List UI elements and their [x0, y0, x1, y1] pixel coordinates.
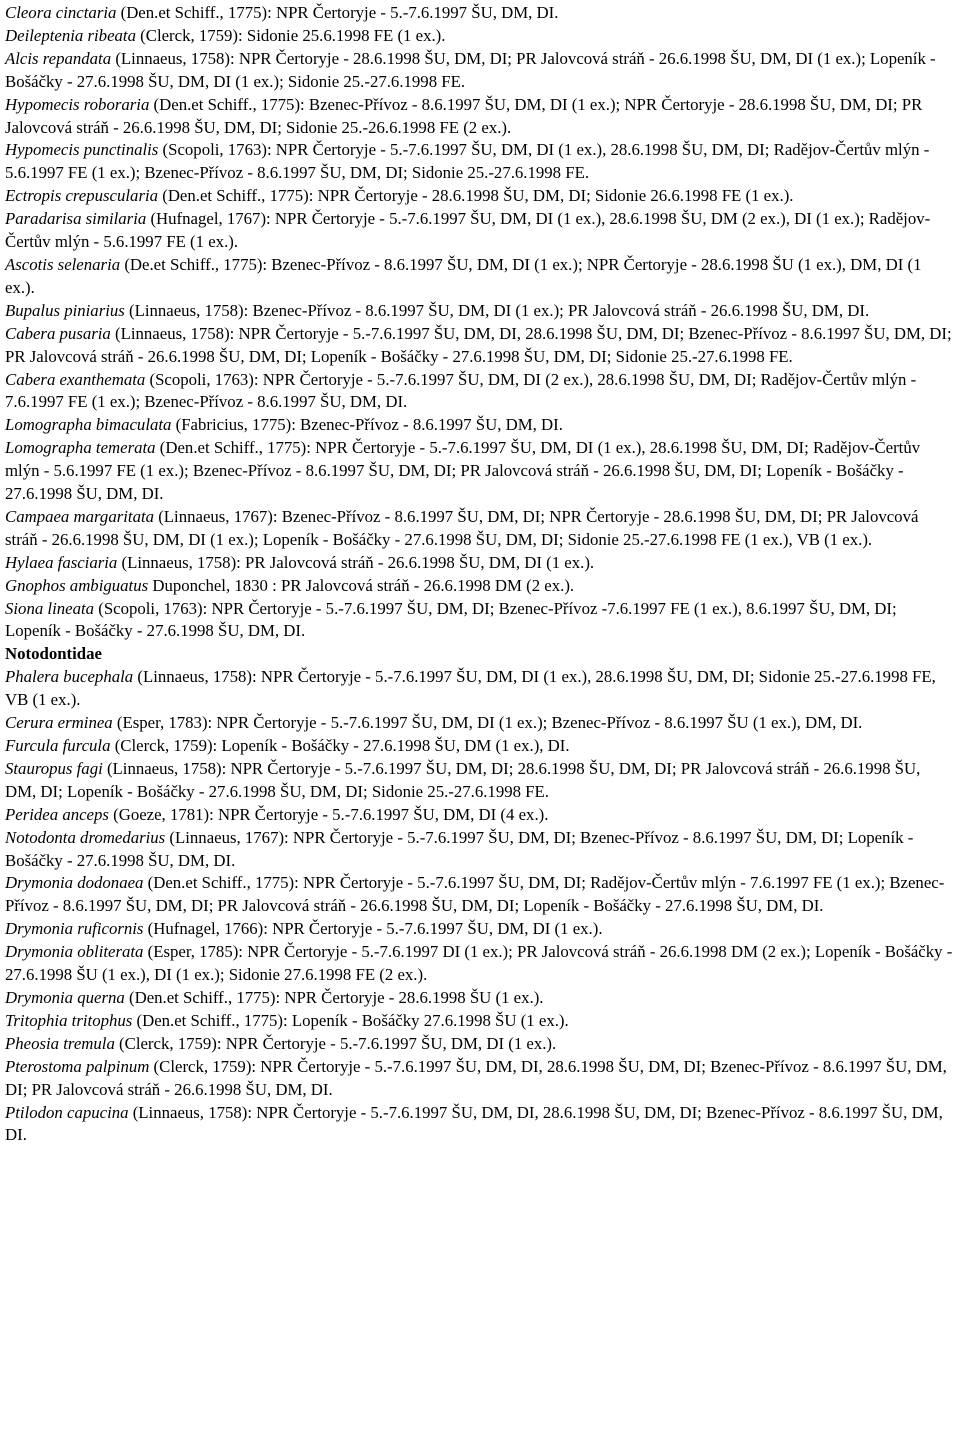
species-name: Bupalus piniarius: [5, 300, 125, 320]
species-record: (Linnaeus, 1767): NPR Čertoryje - 5.-7.6.1997 ŠU, DM, DI; Bzenec-Přívoz - 8.6.1997 ŠU, DM, DI; Lopeník - Bošáčky - 27.6.1998 ŠU, DM, DI.: [5, 827, 914, 870]
species-name: Cleora cinctaria: [5, 3, 117, 22]
species-name: Hylaea fasciaria: [5, 552, 118, 572]
species-record: (Den.et Schiff., 1775): NPR Čertoryje - 5.-7.6.1997 ŠU, DM, DI (1 ex.), 28.6.1998 ŠU, DM, DI; Radějov-Čertův mlýn - 5.6.1997 FE (1 ex.); Bzenec-Přívoz - 8.6.1997 ŠU, DM, DI; PR Jalovcová stráň - 26.6.1998 ŠU, DM, DI; Lopeník - Bošáčky - 27.6.1998 ŠU, DM, DI.: [5, 438, 921, 504]
species-name: Notodonta dromedarius: [5, 827, 166, 847]
species-entry: [5, 414, 955, 437]
species-name: Siona lineata: [5, 598, 95, 618]
species-entry: [5, 918, 955, 941]
species-entry: [5, 323, 955, 369]
species-record: (Linnaeus, 1758): NPR Čertoryje - 5.-7.6.1997 ŠU, DM, DI, 28.6.1998 ŠU, DM, DI; Bzenec-Přívoz - 8.6.1997 ŠU, DM, DI; PR Jalovcová stráň - 26.6.1998 ŠU, DM, DI; Lopeník - Bošáčky - 27.6.1998 ŠU, DM, DI; Sidonie 25.-27.6.1998 FE.: [5, 323, 952, 366]
species-entry: [5, 758, 955, 804]
species-record: (De.et Schiff., 1775): Bzenec-Přívoz - 8.6.1997 ŠU, DM, DI (1 ex.); NPR Čertoryje - 28.6.1998 ŠU (1 ex.), DM, DI (1 ex.).: [5, 254, 922, 297]
species-record: (Den.et Schiff., 1775): NPR Čertoryje - 28.6.1998 ŠU, DM, DI; Sidonie 26.6.1998 FE (1 ex.).: [158, 186, 794, 206]
species-name: Drymonia ruficornis: [5, 919, 144, 939]
species-entry: [5, 94, 955, 140]
species-record: (Esper, 1785): NPR Čertoryje - 5.-7.6.1997 DI (1 ex.); PR Jalovcová stráň - 26.6.1998 DM (2 ex.); Lopeník - Bošáčky - 27.6.1998 ŠU (1 ex.), DI (1 ex.); Sidonie 27.6.1998 FE (2 ex.).: [5, 942, 953, 985]
species-record: (Den.et Schiff., 1775): NPR Čertoryje - 28.6.1998 ŠU (1 ex.).: [124, 987, 544, 1007]
species-entry: [5, 25, 955, 48]
species-name: Phalera bucephala: [5, 667, 134, 687]
species-name: Ectropis crepuscularia: [5, 186, 159, 206]
species-record: (Den.et Schiff., 1775): Lopeník - Bošáčky 27.6.1998 ŠU (1 ex.).: [132, 1010, 569, 1030]
species-entry: [5, 941, 955, 987]
species-name: Peridea anceps: [5, 804, 109, 824]
species-record: (Scopoli, 1763): NPR Čertoryje - 5.-7.6.1997 ŠU, DM, DI (1 ex.), 28.6.1998 ŠU, DM, DI; Radějov-Čertův mlýn - 5.6.1997 FE (1 ex.); Bzenec-Přívoz - 8.6.1997 ŠU, DM, DI; Sidonie 25.-27.6.1998 FE.: [5, 140, 930, 183]
species-name: Drymonia obliterata: [5, 942, 144, 962]
species-entry: [5, 254, 955, 300]
species-entry: [5, 1102, 955, 1148]
species-name: Stauropus fagi: [5, 758, 103, 778]
species-entry: [5, 48, 955, 94]
species-entry: [5, 827, 955, 873]
species-entry: [5, 735, 955, 758]
species-name: Drymonia dodonaea: [5, 873, 144, 893]
species-name: Campaea margaritata: [5, 506, 155, 526]
species-name: Lomographa bimaculata: [5, 415, 172, 435]
species-record: (Clerck, 1759): Lopeník - Bošáčky - 27.6.1998 ŠU, DM (1 ex.), DI.: [110, 736, 570, 755]
species-record: (Linnaeus, 1758): NPR Čertoryje - 5.-7.6.1997 ŠU, DM, DI (1 ex.), 28.6.1998 ŠU, DM, DI; Sidonie 25.-27.6.1998 FE, VB (1 ex.).: [5, 667, 936, 710]
species-entry: [5, 437, 955, 506]
species-entry: [5, 1056, 955, 1102]
species-entry: [5, 139, 955, 185]
species-entry: [5, 300, 955, 323]
species-entry: [5, 872, 955, 918]
species-record: (Linnaeus, 1758): NPR Čertoryje - 5.-7.6.1997 ŠU, DM, DI, 28.6.1998 ŠU, DM, DI; Bzenec-Přívoz - 8.6.1997 ŠU, DM, DI.: [5, 1102, 943, 1145]
species-name: Cerura erminea: [5, 713, 113, 733]
species-name: Pheosia tremula: [5, 1033, 115, 1053]
species-record: (Fabricius, 1775): Bzenec-Přívoz - 8.6.1997 ŠU, DM, DI.: [171, 415, 563, 435]
species-record: Duponchel, 1830 : PR Jalovcová stráň - 26.6.1998 DM (2 ex.).: [148, 575, 575, 595]
species-name: Alcis repandata: [5, 48, 112, 68]
species-record: (Linnaeus, 1758): Bzenec-Přívoz - 8.6.1997 ŠU, DM, DI (1 ex.); PR Jalovcová stráň - 26.6.1998 ŠU, DM, DI.: [124, 300, 870, 320]
species-name: Ascotis selenaria: [5, 254, 121, 274]
species-name: Drymonia querna: [5, 987, 125, 1007]
species-record: (Clerck, 1759): Sidonie 25.6.1998 FE (1 ex.).: [135, 25, 446, 45]
species-record: (Den.et Schiff., 1775): Bzenec-Přívoz - 8.6.1997 ŠU, DM, DI (1 ex.); NPR Čertoryje - 28.6.1998 ŠU, DM, DI; PR Jalovcová stráň - 26.6.1998 ŠU, DM, DI; Sidonie 25.-26.6.1998 FE (2 ex.).: [5, 94, 923, 137]
species-record: (Den.et Schiff., 1775): NPR Čertoryje - 5.-7.6.1997 ŠU, DM, DI; Radějov-Čertův mlýn - 7.6.1997 FE (1 ex.); Bzenec-Přívoz - 8.6.1997 ŠU, DM, DI; PR Jalovcová stráň - 26.6.1998 ŠU, DM, DI; Lopeník - Bošáčky - 27.6.1998 ŠU, DM, DI.: [5, 873, 945, 916]
species-name: Pterostoma palpinum: [5, 1056, 150, 1076]
species-record: (Scopoli, 1763): NPR Čertoryje - 5.-7.6.1997 ŠU, DM, DI; Bzenec-Přívoz -7.6.1997 FE (1 ex.), 8.6.1997 ŠU, DM, DI; Lopeník - Bošáčky - 27.6.1998 ŠU, DM, DI.: [5, 598, 897, 641]
species-entry: [5, 575, 955, 598]
species-record: (Linnaeus, 1758): PR Jalovcová stráň - 26.6.1998 ŠU, DM, DI (1 ex.).: [117, 552, 595, 572]
species-name: Cabera exanthemata: [5, 369, 146, 389]
species-name: Hypomecis punctinalis: [5, 140, 159, 160]
species-name: Furcula furcula: [5, 736, 111, 755]
species-record: (Goeze, 1781): NPR Čertoryje - 5.-7.6.1997 ŠU, DM, DI (4 ex.).: [108, 804, 549, 824]
species-name: Paradarisa similaria: [5, 209, 147, 229]
species-name: Cabera pusaria: [5, 323, 111, 343]
species-name: Tritophia tritophus: [5, 1010, 133, 1030]
species-record: (Scopoli, 1763): NPR Čertoryje - 5.-7.6.1997 ŠU, DM, DI (2 ex.), 28.6.1998 ŠU, DM, DI; Radějov-Čertův mlýn - 7.6.1997 FE (1 ex.); Bzenec-Přívoz - 8.6.1997 ŠU, DM, DI.: [5, 369, 917, 412]
species-entry: [5, 552, 955, 575]
species-name: Lomographa temerata: [5, 438, 156, 458]
species-record: (Linnaeus, 1758): NPR Čertoryje - 28.6.1998 ŠU, DM, DI; PR Jalovcová stráň - 26.6.1998 ŠU, DM, DI (1 ex.); Lopeník - Bošáčky - 27.6.1998 ŠU, DM, DI (1 ex.); Sidonie 25.-27.6.1998 FE.: [5, 48, 936, 91]
species-entry: [5, 666, 955, 712]
species-record: (Clerck, 1759): NPR Čertoryje - 5.-7.6.1997 ŠU, DM, DI (1 ex.).: [114, 1033, 557, 1053]
species-record: (Esper, 1783): NPR Čertoryje - 5.-7.6.1997 ŠU, DM, DI (1 ex.); Bzenec-Přívoz - 8.6.1997 ŠU (1 ex.), DM, DI.: [112, 713, 863, 733]
species-name: Gnophos ambiguatus: [5, 575, 149, 595]
species-entry: [5, 208, 955, 254]
species-name: Hypomecis roboraria: [5, 94, 150, 114]
species-entry: [5, 712, 955, 735]
species-entry: [5, 2, 955, 25]
species-entry: [5, 1010, 955, 1033]
species-entry: [5, 1033, 955, 1056]
species-record: (Hufnagel, 1767): NPR Čertoryje - 5.-7.6.1997 ŠU, DM, DI (1 ex.), 28.6.1998 ŠU, DM (2 ex.), DI (1 ex.); Radějov-Čertův mlýn - 5.6.1997 FE (1 ex.).: [5, 209, 931, 252]
species-record: (Den.et Schiff., 1775): NPR Čertoryje - 5.-7.6.1997 ŠU, DM, DI.: [116, 3, 559, 22]
species-name: Deileptenia ribeata: [5, 25, 136, 45]
species-entry: [5, 598, 955, 644]
family-heading: Notodontidae: [5, 644, 102, 664]
species-record: (Clerck, 1759): NPR Čertoryje - 5.-7.6.1997 ŠU, DM, DI, 28.6.1998 ŠU, DM, DI; Bzenec-Přívoz - 8.6.1997 ŠU, DM, DI; PR Jalovcová stráň - 26.6.1998 ŠU, DM, DI.: [5, 1056, 947, 1099]
species-name: Ptilodon capucina: [5, 1102, 129, 1122]
species-record: (Linnaeus, 1767): Bzenec-Přívoz - 8.6.1997 ŠU, DM, DI; NPR Čertoryje - 28.6.1998 ŠU, DM, DI; PR Jalovcová stráň - 26.6.1998 ŠU, DM, DI (1 ex.); Lopeník - Bošáčky - 27.6.1998 ŠU, DM, DI; Sidonie 25.-27.6.1998 FE (1 ex.), VB (1 ex.).: [5, 506, 919, 549]
species-entry: [5, 185, 955, 208]
species-record: (Linnaeus, 1758): NPR Čertoryje - 5.-7.6.1997 ŠU, DM, DI; 28.6.1998 ŠU, DM, DI; PR Jalovcová stráň - 26.6.1998 ŠU, DM, DI; Lopeník - Bošáčky - 27.6.1998 ŠU, DM, DI; Sidonie 25.-27.6.1998 FE.: [5, 758, 921, 801]
species-record: (Hufnagel, 1766): NPR Čertoryje - 5.-7.6.1997 ŠU, DM, DI (1 ex.).: [143, 919, 603, 939]
species-entry: [5, 369, 955, 415]
species-entry: [5, 987, 955, 1010]
species-entry: [5, 804, 955, 827]
species-entry: [5, 506, 955, 552]
